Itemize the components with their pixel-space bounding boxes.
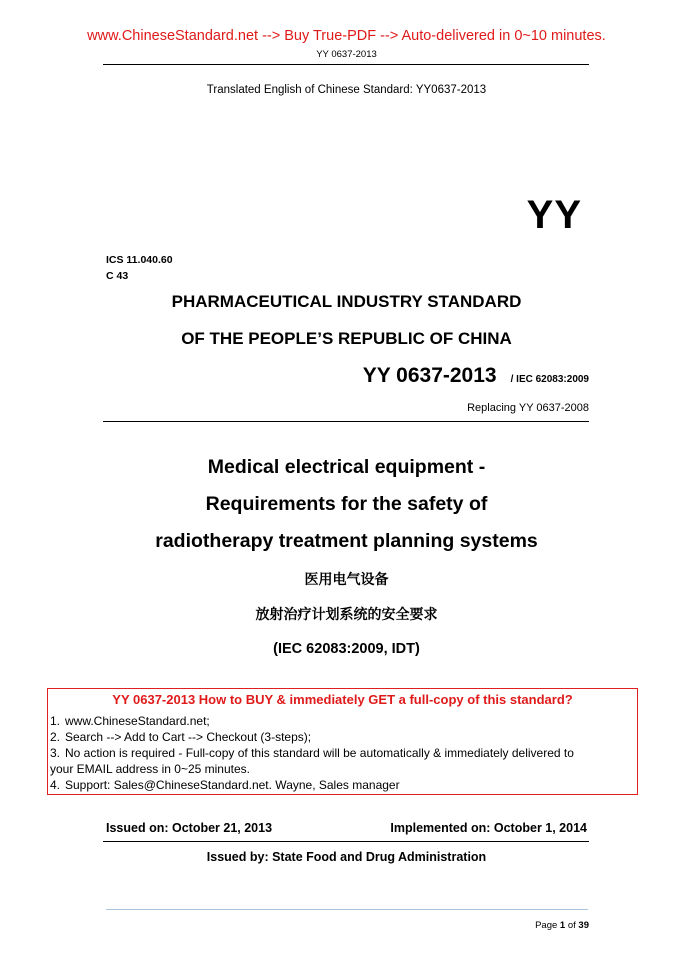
standard-number-block bbox=[363, 364, 589, 388]
footer-rule bbox=[106, 909, 588, 910]
promo-banner[interactable]: www.ChineseStandard.net --> Buy True-PDF --> Auto-delivered in 0~10 minutes. bbox=[87, 28, 606, 44]
issued-by: Issued by: State Food and Drug Administration bbox=[206, 850, 487, 864]
chinese-title-line2: 放射治疗计划系统的安全要求 bbox=[255, 607, 438, 623]
doc-title-line1: Medical electrical equipment - bbox=[207, 456, 486, 478]
equivalent-standard: / IEC 62083:2009 bbox=[510, 374, 589, 385]
standard-title-line1: PHARMACEUTICAL INDUSTRY STANDARD bbox=[171, 292, 522, 311]
purchase-info-box bbox=[47, 688, 638, 795]
issued-on: Issued on: October 21, 2013 bbox=[106, 821, 273, 835]
step-text: No action is required - Full-copy of this standard will be automatically & immediately delivered to bbox=[65, 746, 574, 760]
classification-codes bbox=[106, 252, 173, 284]
header-code: YY 0637-2013 bbox=[316, 49, 377, 60]
step-text: www.ChineseStandard.net; bbox=[65, 714, 210, 728]
step-text: Support: Sales@ChineseStandard.net. Wayne, Sales manager bbox=[65, 778, 400, 792]
idt-note: (IEC 62083:2009, IDT) bbox=[273, 641, 420, 657]
title-rule bbox=[103, 421, 589, 422]
page-number bbox=[535, 920, 589, 931]
step-number: 1. bbox=[50, 714, 61, 728]
standard-title-line2: OF THE PEOPLE’S REPUBLIC OF CHINA bbox=[181, 329, 512, 348]
ics-code: ICS 11.040.60 bbox=[106, 254, 173, 266]
standard-number: YY 0637-2013 bbox=[362, 364, 497, 387]
implemented-on: Implemented on: October 1, 2014 bbox=[390, 821, 587, 835]
step-text: Search --> Add to Cart --> Checkout (3-steps); bbox=[65, 730, 312, 744]
doc-title-line3: radiotherapy treatment planning systems bbox=[155, 530, 538, 552]
page-current: 1 bbox=[559, 920, 566, 931]
page-prefix: Page bbox=[535, 920, 560, 931]
dates-rule bbox=[103, 841, 589, 842]
category-mark: YY bbox=[526, 193, 582, 237]
page-of: of bbox=[565, 920, 579, 931]
step-number: 3. bbox=[50, 746, 61, 760]
purchase-box-title: YY 0637-2013 How to BUY & immediately GET a full-copy of this standard? bbox=[112, 692, 573, 707]
chinese-title-line1: 医用电气设备 bbox=[304, 572, 389, 588]
step-number: 2. bbox=[50, 730, 61, 744]
step-number: 4. bbox=[50, 778, 61, 792]
purchase-step-2 bbox=[50, 729, 311, 745]
ccs-code: C 43 bbox=[106, 270, 129, 282]
purchase-step-1[interactable] bbox=[50, 713, 210, 729]
replacing-note: Replacing YY 0637-2008 bbox=[467, 402, 589, 414]
header-rule bbox=[103, 64, 589, 65]
purchase-step-3 bbox=[50, 745, 574, 761]
translated-line: Translated English of Chinese Standard: YY0637-2013 bbox=[206, 84, 487, 96]
page-total: 39 bbox=[578, 920, 589, 931]
doc-title-line2: Requirements for the safety of bbox=[205, 493, 488, 515]
purchase-step-4[interactable] bbox=[50, 777, 400, 793]
purchase-step-3-continued: your EMAIL address in 0~25 minutes. bbox=[50, 762, 250, 776]
